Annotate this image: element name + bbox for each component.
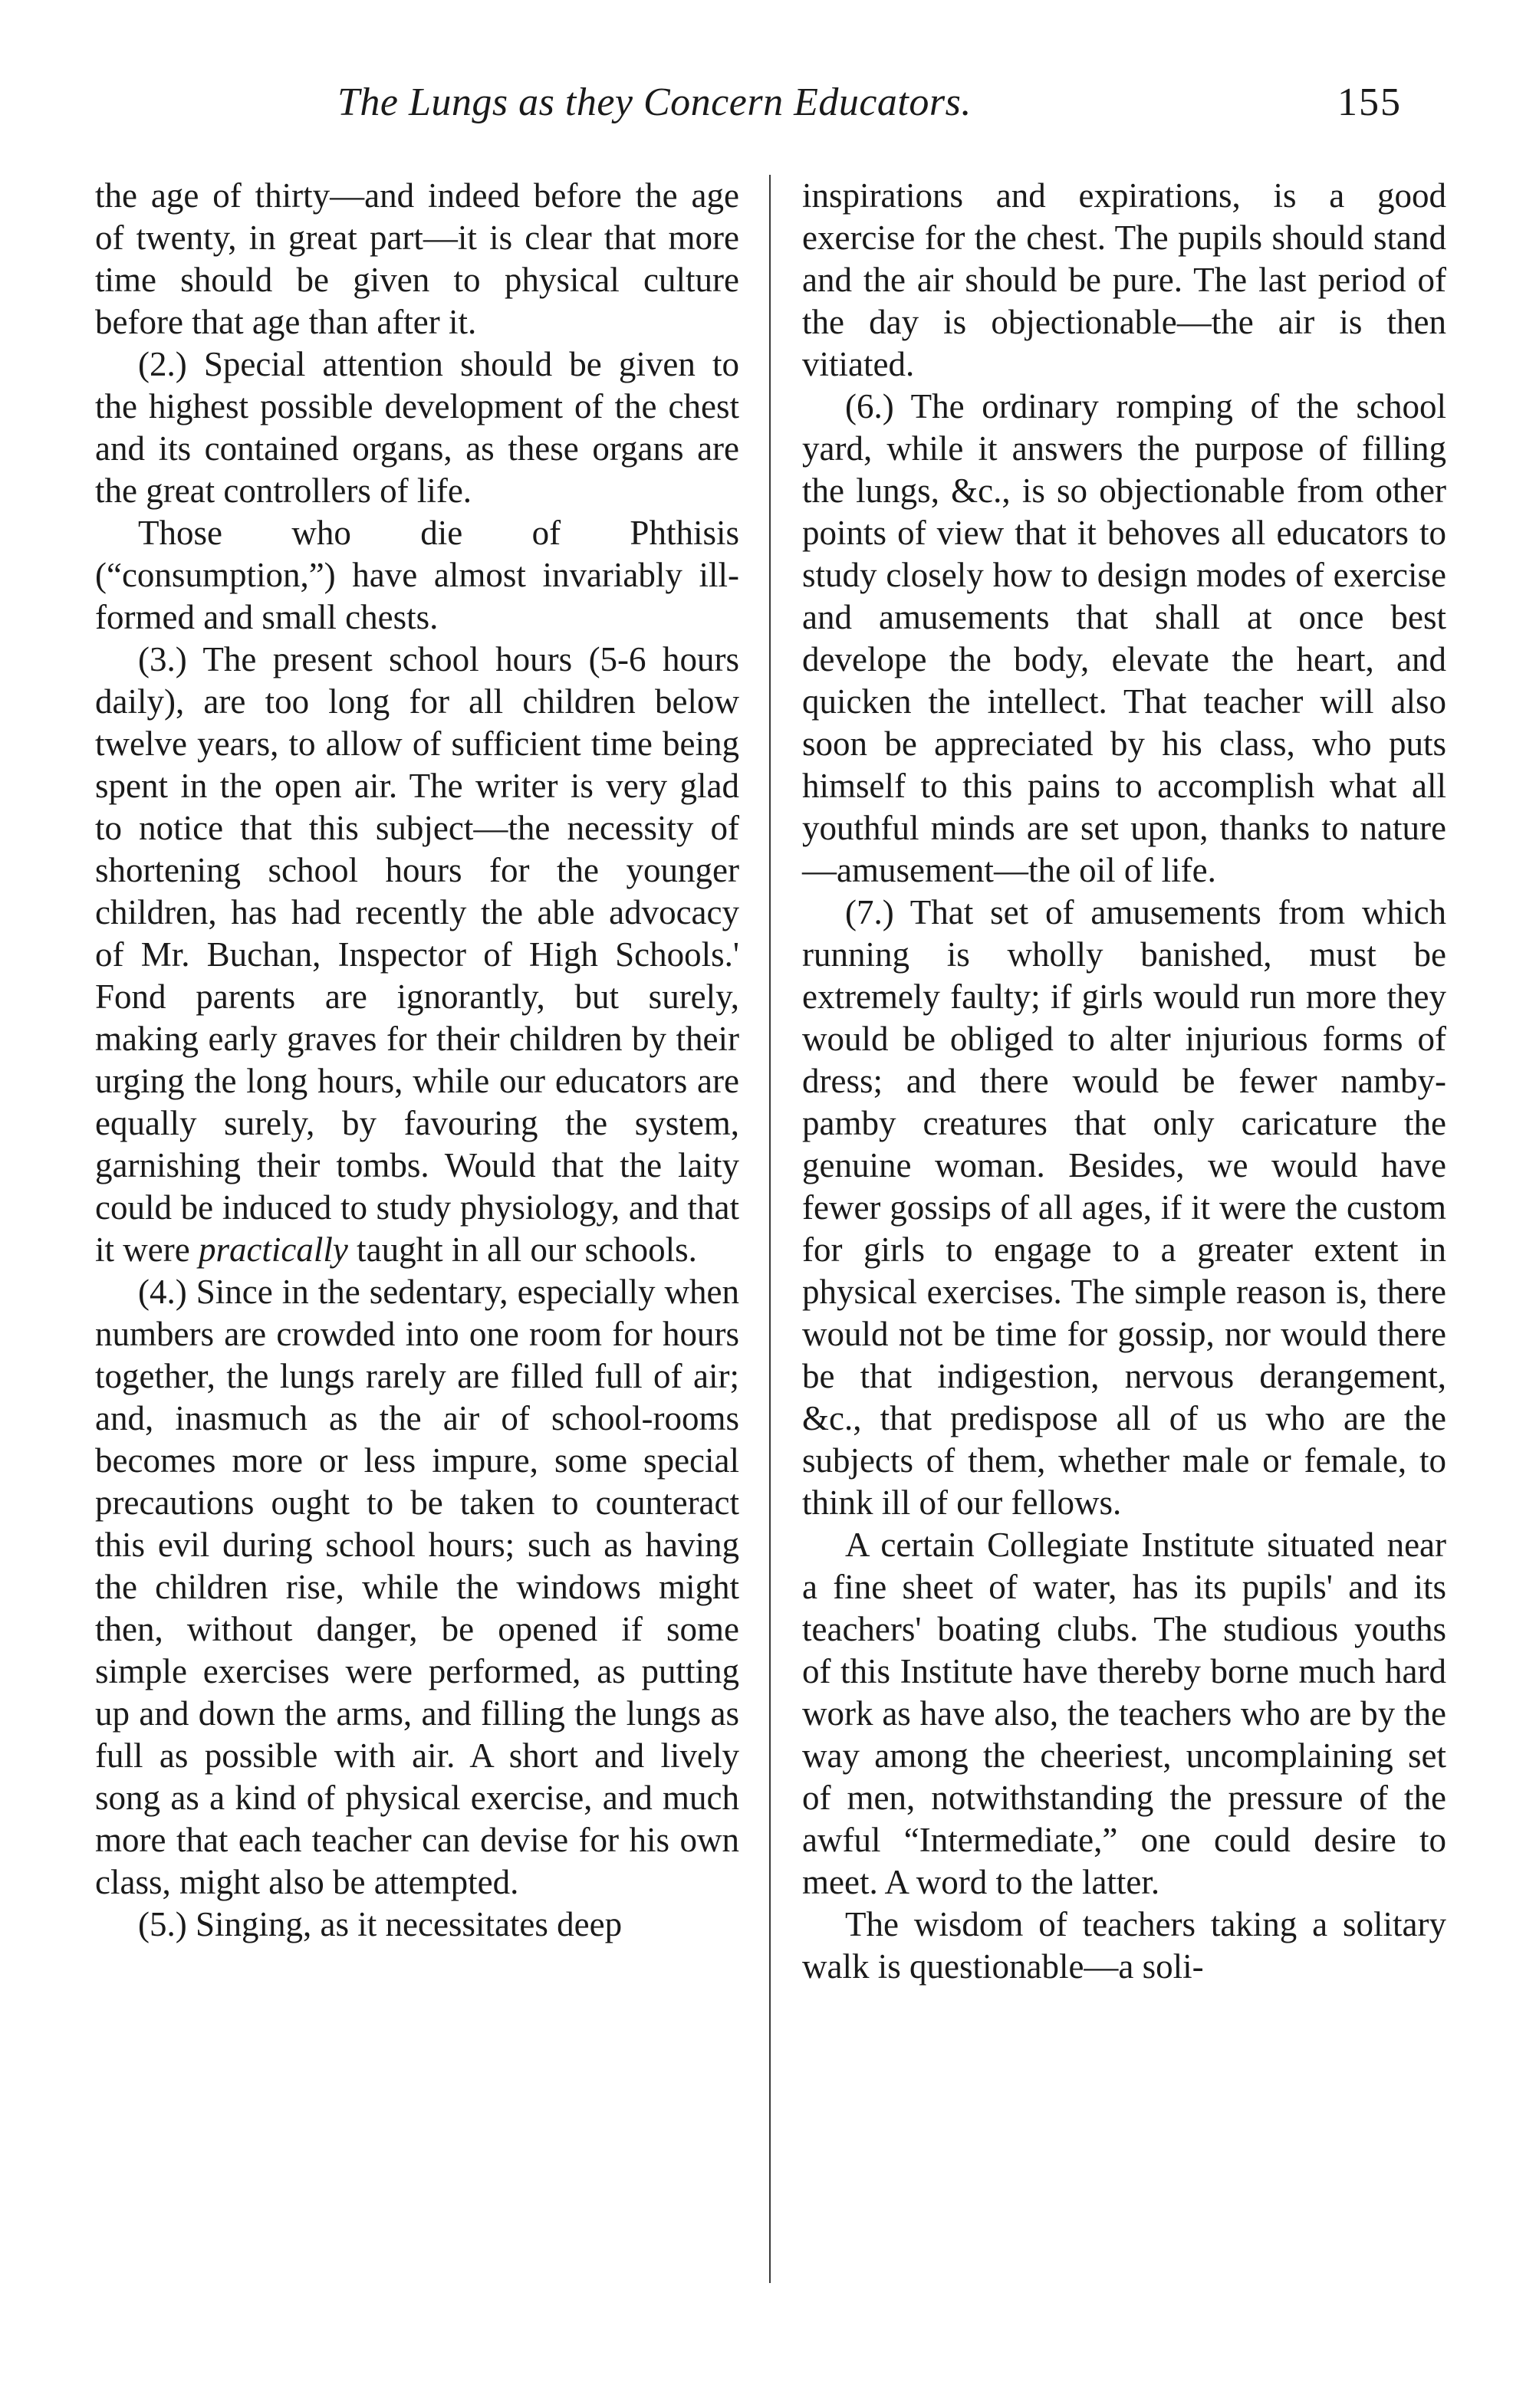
paragraph-continuation: the age of thirty—and indeed before the age of twenty, in great part—it is clear that more time should be given to physical culture before that age than after it. — [95, 176, 739, 341]
paragraph-point-7: (7.) That set of amusements from which running is wholly banished, must be extremely faulty; if girls would run more they would be obliged to alter injurious forms of dress; and there would be fewer namby-pamby creatures that only caricature the genuine woman. Besides, we would have fewer gossips of all ages, if it were the custom for girls to engage to a greater extent in physical exercises. The simple reason is, there would not be time for gossip, nor would there be that indigestion, nervous derangement, &c., that predispose all of us who are the subjects of them, whether male or female, to think ill of our fellows. — [802, 893, 1446, 1522]
column-divider — [769, 175, 771, 2283]
paragraph-point-2: (2.) Special attention should be given to the highest possible development of the chest and its contained organs, as these organs are the great controllers of life. — [95, 345, 739, 510]
paragraph-collegiate-institute: A certain Collegiate Institute situated near a fine sheet of water, has its pupils' and its teachers' boating clubs. The studious youths of this Institute have thereby borne much hard work as have also, the teachers who are by the way among the cheeriest, uncomplaining set of men, notwithstanding the pressure of the awful “Intermediate,” one could desire to meet. A word to the latter. — [802, 1526, 1446, 1901]
emphasis-practically: practically — [198, 1230, 348, 1269]
point-3-text: (3.) The present school hours (5-6 hours daily), are too long for all children below twelve years, to allow of sufficient time being spent in the open air. The writer is very glad to notice that this subject—the necessity of shortening school hours for the younger children, has had recently the able advocacy of Mr. Buchan, Inspector of High Schools.' Fond parents are ignorantly, but surely, making early graves for their children by their urging the long hours, while our educators are equally surely, by favouring the system, garnishing their tombs. Would that the laity could be induced to study physiology, and that it were — [95, 640, 739, 1269]
paragraph-point-6: (6.) The ordinary romping of the school yard, while it answers the purpose of filling the lungs, &c., is so objectionable from other points of view that it behoves all educators to study closely how to design modes of exercise and amusements that shall at once best develope the body, elevate the heart, and quicken the intellect. That teacher will also soon be appreciated by his class, who puts himself to this pains to accomplish what all youthful minds are set upon, thanks to nature—amusement—the oil of life. — [802, 387, 1446, 889]
running-title: The Lungs as they Concern Educators. — [337, 80, 972, 124]
paragraph-point-5-continued: inspirations and expirations, is a good exercise for the chest. The pupils should stand and the air should be pure. The last period of the day is objectionable—the air is then vitiated. — [802, 176, 1446, 383]
paragraph-solitary-walk: The wisdom of teachers taking a solitary walk is questionable—a soli- — [802, 1905, 1446, 1986]
left-column — [95, 175, 739, 1946]
paragraph-phthisis: Those who die of Phthisis (“consumption,”) have almost invariably ill-formed and small chests. — [95, 514, 739, 636]
paragraph-point-4: (4.) Since in the sedentary, especially when numbers are crowded into one room for hours together, the lungs rarely are filled full of air; and, inasmuch as the air of school-rooms becomes more or less impure, some special precautions ought to be taken to counteract this evil during school hours; such as having the children rise, while the windows might then, without danger, be opened if some simple exercises were performed, as putting up and down the arms, and filling the lungs as full as possible with air. A short and lively song as a kind of physical exercise, and much more that each teacher can devise for his own class, might also be attempted. — [95, 1273, 739, 1901]
paragraph-point-5-start: (5.) Singing, as it necessitates deep — [138, 1905, 623, 1943]
page-number: 155 — [1337, 80, 1402, 124]
right-column — [802, 175, 1446, 1988]
paragraph-point-3 — [95, 639, 739, 1271]
point-3-text-end: taught in all our schools. — [357, 1230, 697, 1269]
